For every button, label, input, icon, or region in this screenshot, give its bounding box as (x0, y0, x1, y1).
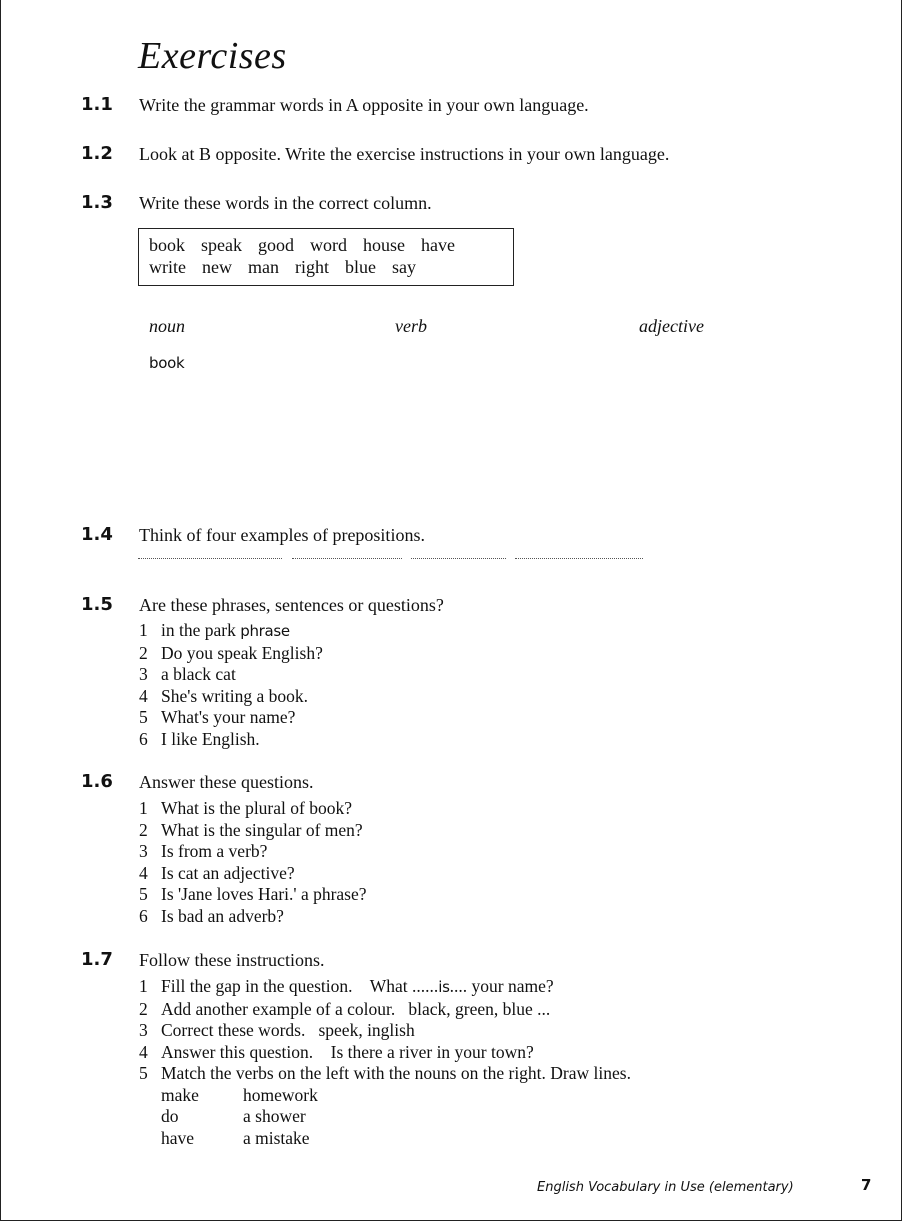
item-text: in the park (161, 620, 236, 640)
word: speak (201, 235, 242, 255)
item-text: What is the plural of book? (161, 798, 352, 818)
item-number: 3 (139, 1020, 148, 1040)
word-box (138, 228, 514, 286)
item-text: Match the verbs on the left with the nouns on the right. Draw lines. (161, 1063, 631, 1083)
list-item (139, 798, 367, 820)
word: good (257, 235, 294, 255)
list-item (139, 863, 367, 885)
list-item (139, 707, 323, 729)
word: blue (344, 257, 376, 277)
item-text: Is 'Jane loves Hari.' a phrase? (161, 884, 367, 904)
exercise-number: 1.3 (81, 192, 113, 213)
answer-line[interactable] (411, 558, 506, 559)
word: have (420, 235, 455, 255)
exercise-number: 1.1 (81, 94, 113, 115)
question-list (139, 620, 323, 750)
exercise-instruction: Follow these instructions. (139, 950, 325, 970)
item-text: Do you speak English? (161, 642, 323, 663)
item-number: 1 (139, 976, 148, 996)
item-number: 5 (139, 707, 148, 727)
page-number: 7 (861, 1176, 872, 1194)
word-box-row (149, 257, 432, 278)
item-text: a black cat (161, 664, 236, 684)
answer-line[interactable] (515, 558, 643, 559)
match-noun: homework (243, 1084, 318, 1105)
item-number: 1 (139, 620, 148, 640)
list-item (139, 820, 367, 842)
item-number: 2 (139, 998, 148, 1019)
exercise-instruction: Write the grammar words in A opposite in your own language. (139, 95, 589, 115)
page-title: Exercises (138, 35, 287, 77)
match-row (139, 1085, 631, 1107)
item-number: 4 (139, 1041, 148, 1062)
item-text: What is the singular of men? (161, 819, 363, 840)
list-item (139, 976, 631, 999)
exercise-instruction: Look at B opposite. Write the exercise instructions in your own language. (139, 144, 670, 164)
match-verb: do (161, 1106, 179, 1126)
list-item (139, 999, 631, 1021)
item-prompt: Is there a river in your town? (330, 1041, 534, 1062)
item-number: 2 (139, 642, 148, 663)
item-number: 3 (139, 664, 148, 684)
match-noun: a shower (243, 1106, 306, 1126)
list-item (139, 1063, 631, 1085)
item-text: I like English. (161, 728, 260, 749)
handwritten-answer: is (438, 978, 450, 996)
exercise-number: 1.2 (81, 143, 113, 164)
item-number: 4 (139, 862, 148, 883)
list-item (139, 620, 323, 643)
column-heading-adjective: adjective (639, 316, 704, 336)
answer-line[interactable] (292, 558, 402, 559)
answer-line[interactable] (138, 558, 282, 559)
item-text: Answer this question. (161, 1041, 314, 1062)
match-row (139, 1106, 631, 1128)
match-verb: make (161, 1084, 199, 1105)
item-number: 5 (139, 884, 148, 904)
match-noun: a mistake (243, 1127, 310, 1148)
column-heading-verb: verb (395, 316, 427, 336)
exercise-instruction: Write these words in the correct column. (139, 193, 432, 213)
book-title-footer: English Vocabulary in Use (elementary) (537, 1180, 794, 1195)
item-text: Is from a verb? (161, 841, 268, 861)
word: man (247, 257, 279, 277)
handwritten-answer: book (149, 354, 185, 372)
column-heading-noun: noun (149, 316, 185, 336)
exercise-instruction: Answer these questions. (139, 772, 314, 792)
item-number: 4 (139, 685, 148, 706)
handwritten-answer: phrase (240, 622, 290, 640)
word: right (294, 257, 329, 277)
instruction-list (139, 976, 631, 1149)
item-prompt: What ...... (369, 976, 439, 996)
item-text: Add another example of a colour. (161, 998, 396, 1019)
item-number: 2 (139, 819, 148, 840)
exercise-number: 1.6 (81, 771, 113, 792)
item-number: 6 (139, 728, 148, 749)
exercise-number: 1.5 (81, 594, 113, 615)
list-item (139, 906, 367, 928)
item-prompt: black, green, blue ... (408, 998, 551, 1019)
list-item (139, 884, 367, 906)
item-text: What's your name? (161, 707, 296, 727)
item-text: Is cat an adjective? (161, 862, 295, 883)
item-number: 1 (139, 798, 148, 818)
list-item (139, 1042, 631, 1064)
list-item (139, 729, 323, 751)
item-prompt: speek, inglish (318, 1020, 415, 1040)
word-box-row (149, 235, 471, 256)
question-list (139, 798, 367, 927)
list-item (139, 841, 367, 863)
list-item (139, 686, 323, 708)
list-item (139, 664, 323, 686)
word: write (149, 257, 186, 277)
item-text: Fill the gap in the question. (161, 976, 353, 996)
exercise-instruction: Are these phrases, sentences or questions? (139, 595, 444, 615)
match-row (139, 1128, 631, 1150)
item-text: Is bad an adverb? (161, 905, 284, 926)
list-item (139, 1020, 631, 1042)
exercise-number: 1.7 (81, 949, 113, 970)
item-number: 6 (139, 905, 148, 926)
item-number: 5 (139, 1063, 148, 1083)
exercise-number: 1.4 (81, 524, 113, 545)
exercise-instruction: Think of four examples of prepositions. (139, 525, 425, 545)
item-number: 3 (139, 841, 148, 861)
word: say (391, 257, 416, 277)
word: house (362, 235, 405, 255)
list-item (139, 643, 323, 665)
item-text: She's writing a book. (161, 685, 309, 706)
word: word (309, 235, 347, 255)
item-text: Correct these words. (161, 1020, 306, 1040)
item-prompt: .... your name? (449, 976, 554, 996)
word: new (201, 257, 232, 277)
word: book (149, 235, 185, 255)
match-verb: have (161, 1127, 195, 1148)
